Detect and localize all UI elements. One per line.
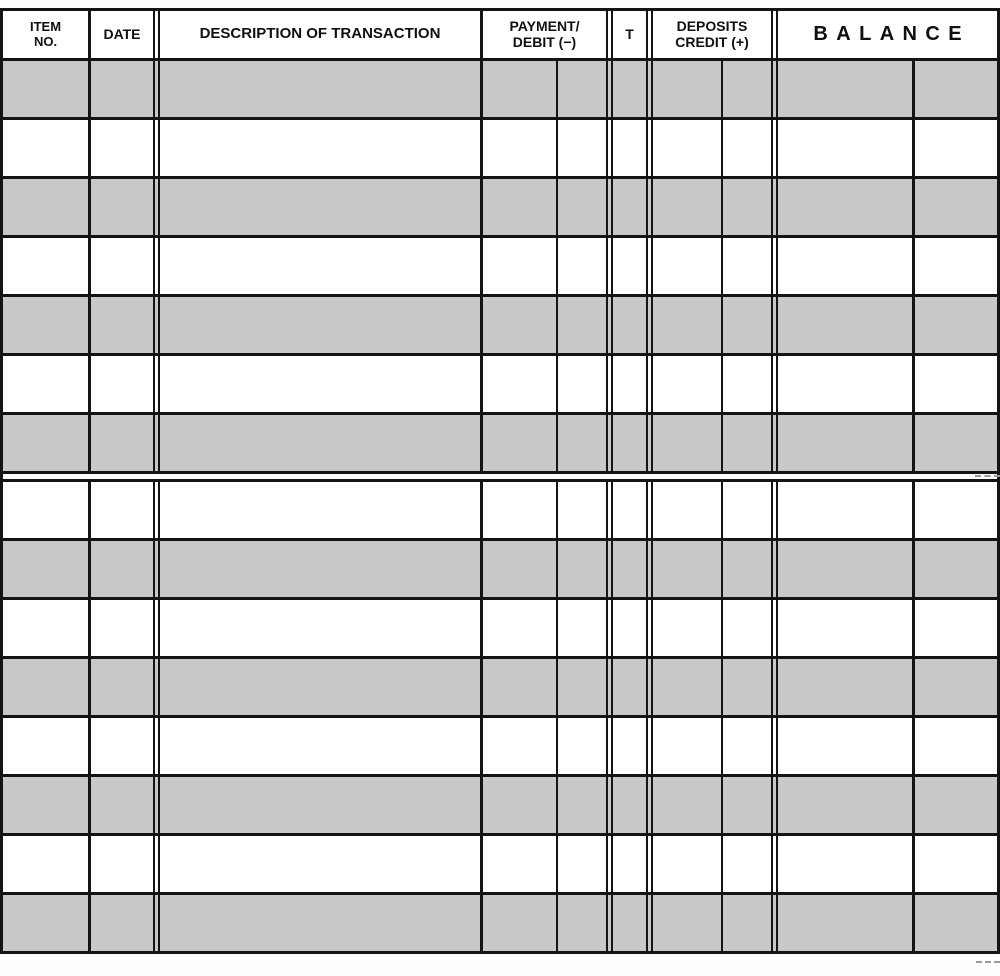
cell-payment-cents[interactable]	[558, 659, 613, 715]
cell-t-checkmark[interactable]	[613, 238, 653, 294]
cell-balance-cents[interactable]	[915, 836, 997, 892]
register-row	[3, 297, 997, 356]
cell-payment-dollars[interactable]	[483, 777, 558, 833]
cell-balance-cents[interactable]	[915, 600, 997, 656]
header-deposits-line2: CREDIT (+)	[675, 33, 749, 50]
cell-deposit-dollars[interactable]	[653, 415, 723, 471]
register-row	[3, 895, 997, 951]
cell-date[interactable]	[91, 836, 160, 892]
register-row	[3, 482, 997, 541]
scan-artifact-dash	[975, 475, 1000, 477]
cell-item-no[interactable]	[3, 836, 91, 892]
cell-description[interactable]	[160, 415, 483, 471]
cell-item-no[interactable]	[3, 238, 91, 294]
header-transaction-t: T	[613, 11, 653, 58]
cell-payment-cents[interactable]	[558, 541, 613, 597]
cell-item-no[interactable]	[3, 718, 91, 774]
check-register-table	[0, 8, 1000, 954]
cell-description[interactable]	[160, 777, 483, 833]
cell-balance-cents[interactable]	[915, 718, 997, 774]
cell-balance-dollars[interactable]	[778, 356, 915, 412]
header-item-no-line2: NO.	[33, 33, 58, 49]
cell-description[interactable]	[160, 297, 483, 353]
header-balance: BALANCE	[813, 23, 970, 46]
cell-payment-cents[interactable]	[558, 120, 613, 176]
cell-balance-dollars[interactable]	[778, 61, 915, 117]
cell-deposit-dollars[interactable]	[653, 482, 723, 538]
cell-deposit-dollars[interactable]	[653, 836, 723, 892]
header-item-no-line1: ITEM	[29, 18, 62, 34]
cell-balance-cents[interactable]	[915, 777, 997, 833]
cell-payment-dollars[interactable]	[483, 482, 558, 538]
cell-balance-cents[interactable]	[915, 541, 997, 597]
register-row	[3, 718, 997, 777]
cell-balance-dollars[interactable]	[778, 238, 915, 294]
cell-payment-dollars[interactable]	[483, 718, 558, 774]
cell-balance-dollars[interactable]	[778, 415, 915, 471]
cell-balance-cents[interactable]	[915, 356, 997, 412]
cell-balance-dollars[interactable]	[778, 297, 915, 353]
header-deposits-credit	[653, 11, 778, 58]
cell-deposit-cents[interactable]	[723, 659, 778, 715]
cell-date[interactable]	[91, 415, 160, 471]
cell-date[interactable]	[91, 718, 160, 774]
cell-balance-cents[interactable]	[915, 297, 997, 353]
cell-description[interactable]	[160, 541, 483, 597]
cell-balance-cents[interactable]	[915, 179, 997, 235]
register-row	[3, 61, 997, 120]
cell-payment-cents[interactable]	[558, 718, 613, 774]
cell-deposit-cents[interactable]	[723, 836, 778, 892]
cell-t-checkmark[interactable]	[613, 836, 653, 892]
cell-item-no[interactable]	[3, 179, 91, 235]
cell-payment-cents[interactable]	[558, 482, 613, 538]
cell-date[interactable]	[91, 541, 160, 597]
cell-deposit-dollars[interactable]	[653, 718, 723, 774]
header-payment-debit	[483, 11, 613, 58]
cell-balance-dollars[interactable]	[778, 718, 915, 774]
cell-balance-cents[interactable]	[915, 415, 997, 471]
cell-description[interactable]	[160, 659, 483, 715]
cell-item-no[interactable]	[3, 356, 91, 412]
cell-t-checkmark[interactable]	[613, 541, 653, 597]
cell-balance-cents[interactable]	[915, 61, 997, 117]
cell-date[interactable]	[91, 356, 160, 412]
cell-t-checkmark[interactable]	[613, 120, 653, 176]
register-row	[3, 415, 997, 474]
register-row	[3, 238, 997, 297]
cell-payment-cents[interactable]	[558, 179, 613, 235]
cell-deposit-cents[interactable]	[723, 356, 778, 412]
header-payment-line1: PAYMENT/	[509, 17, 580, 34]
cell-balance-dollars[interactable]	[778, 836, 915, 892]
cell-deposit-dollars[interactable]	[653, 120, 723, 176]
cell-balance-dollars[interactable]	[778, 777, 915, 833]
cell-item-no[interactable]	[3, 61, 91, 117]
cell-date[interactable]	[91, 179, 160, 235]
register-row	[3, 836, 997, 895]
cell-payment-cents[interactable]	[558, 895, 613, 951]
cell-deposit-cents[interactable]	[723, 777, 778, 833]
cell-deposit-dollars[interactable]	[653, 600, 723, 656]
cell-payment-cents[interactable]	[558, 777, 613, 833]
cell-deposit-cents[interactable]	[723, 179, 778, 235]
cell-item-no[interactable]	[3, 777, 91, 833]
cell-item-no[interactable]	[3, 541, 91, 597]
cell-balance-cents[interactable]	[915, 659, 997, 715]
cell-balance-dollars[interactable]	[778, 179, 915, 235]
cell-payment-dollars[interactable]	[483, 895, 558, 951]
cell-t-checkmark[interactable]	[613, 895, 653, 951]
cell-deposit-cents[interactable]	[723, 238, 778, 294]
cell-t-checkmark[interactable]	[613, 777, 653, 833]
cell-date[interactable]	[91, 895, 160, 951]
cell-item-no[interactable]	[3, 600, 91, 656]
cell-t-checkmark[interactable]	[613, 415, 653, 471]
cell-description[interactable]	[160, 120, 483, 176]
register-row	[3, 659, 997, 718]
cell-description[interactable]	[160, 836, 483, 892]
cell-item-no[interactable]	[3, 415, 91, 471]
cell-deposit-dollars[interactable]	[653, 179, 723, 235]
register-row	[3, 777, 997, 836]
cell-date[interactable]	[91, 61, 160, 117]
cell-deposit-dollars[interactable]	[653, 356, 723, 412]
cell-deposit-cents[interactable]	[723, 61, 778, 117]
cell-payment-cents[interactable]	[558, 297, 613, 353]
cell-t-checkmark[interactable]	[613, 482, 653, 538]
cell-deposit-cents[interactable]	[723, 895, 778, 951]
cell-payment-dollars[interactable]	[483, 541, 558, 597]
cell-balance-cents[interactable]	[915, 120, 997, 176]
page-split-divider	[3, 474, 997, 482]
cell-payment-dollars[interactable]	[483, 600, 558, 656]
cell-date[interactable]	[91, 777, 160, 833]
register-rows-upper	[3, 61, 997, 474]
cell-payment-dollars[interactable]	[483, 238, 558, 294]
cell-balance-dollars[interactable]	[778, 895, 915, 951]
cell-payment-dollars[interactable]	[483, 297, 558, 353]
register-header-row	[3, 11, 997, 61]
cell-balance-dollars[interactable]	[778, 482, 915, 538]
cell-payment-cents[interactable]	[558, 356, 613, 412]
register-row	[3, 600, 997, 659]
cell-t-checkmark[interactable]	[613, 297, 653, 353]
cell-description[interactable]	[160, 482, 483, 538]
cell-payment-cents[interactable]	[558, 600, 613, 656]
cell-description[interactable]	[160, 718, 483, 774]
cell-deposit-cents[interactable]	[723, 297, 778, 353]
cell-payment-cents[interactable]	[558, 238, 613, 294]
cell-description[interactable]	[160, 179, 483, 235]
cell-payment-dollars[interactable]	[483, 179, 558, 235]
cell-date[interactable]	[91, 120, 160, 176]
cell-item-no[interactable]	[3, 120, 91, 176]
cell-date[interactable]	[91, 600, 160, 656]
cell-balance-dollars[interactable]	[778, 659, 915, 715]
cell-item-no[interactable]	[3, 482, 91, 538]
cell-deposit-dollars[interactable]	[653, 777, 723, 833]
cell-t-checkmark[interactable]	[613, 659, 653, 715]
register-row	[3, 356, 997, 415]
cell-date[interactable]	[91, 482, 160, 538]
header-item-no	[3, 11, 91, 58]
cell-deposit-dollars[interactable]	[653, 297, 723, 353]
cell-deposit-cents[interactable]	[723, 600, 778, 656]
cell-payment-dollars[interactable]	[483, 836, 558, 892]
cell-deposit-dollars[interactable]	[653, 659, 723, 715]
cell-payment-cents[interactable]	[558, 415, 613, 471]
cell-description[interactable]	[160, 895, 483, 951]
scan-artifact-corner-dash	[976, 961, 1000, 963]
cell-deposit-cents[interactable]	[723, 482, 778, 538]
cell-description[interactable]	[160, 600, 483, 656]
cell-t-checkmark[interactable]	[613, 600, 653, 656]
cell-deposit-cents[interactable]	[723, 718, 778, 774]
cell-balance-cents[interactable]	[915, 895, 997, 951]
header-description: DESCRIPTION OF TRANSACTION	[160, 11, 483, 58]
cell-item-no[interactable]	[3, 297, 91, 353]
cell-deposit-dollars[interactable]	[653, 61, 723, 117]
cell-deposit-cents[interactable]	[723, 541, 778, 597]
cell-payment-dollars[interactable]	[483, 120, 558, 176]
header-deposits-line1: DEPOSITS	[676, 17, 748, 34]
cell-t-checkmark[interactable]	[613, 718, 653, 774]
register-row	[3, 179, 997, 238]
header-payment-line2: DEBIT (−)	[512, 33, 577, 50]
cell-payment-dollars[interactable]	[483, 659, 558, 715]
cell-balance-cents[interactable]	[915, 482, 997, 538]
register-rows-lower	[3, 482, 997, 951]
cell-deposit-dollars[interactable]	[653, 238, 723, 294]
cell-balance-cents[interactable]	[915, 238, 997, 294]
cell-payment-dollars[interactable]	[483, 415, 558, 471]
cell-item-no[interactable]	[3, 659, 91, 715]
cell-date[interactable]	[91, 238, 160, 294]
cell-description[interactable]	[160, 238, 483, 294]
cell-balance-dollars[interactable]	[778, 600, 915, 656]
cell-date[interactable]	[91, 297, 160, 353]
cell-t-checkmark[interactable]	[613, 356, 653, 412]
header-date: DATE	[91, 11, 160, 58]
register-row	[3, 120, 997, 179]
register-row	[3, 541, 997, 600]
cell-deposit-cents[interactable]	[723, 120, 778, 176]
cell-t-checkmark[interactable]	[613, 61, 653, 117]
cell-description[interactable]	[160, 356, 483, 412]
cell-payment-dollars[interactable]	[483, 61, 558, 117]
cell-payment-cents[interactable]	[558, 61, 613, 117]
cell-payment-dollars[interactable]	[483, 356, 558, 412]
cell-payment-cents[interactable]	[558, 836, 613, 892]
cell-balance-dollars[interactable]	[778, 541, 915, 597]
cell-description[interactable]	[160, 61, 483, 117]
cell-deposit-dollars[interactable]	[653, 895, 723, 951]
cell-deposit-cents[interactable]	[723, 415, 778, 471]
cell-deposit-dollars[interactable]	[653, 541, 723, 597]
cell-item-no[interactable]	[3, 895, 91, 951]
cell-t-checkmark[interactable]	[613, 179, 653, 235]
cell-date[interactable]	[91, 659, 160, 715]
cell-balance-dollars[interactable]	[778, 120, 915, 176]
